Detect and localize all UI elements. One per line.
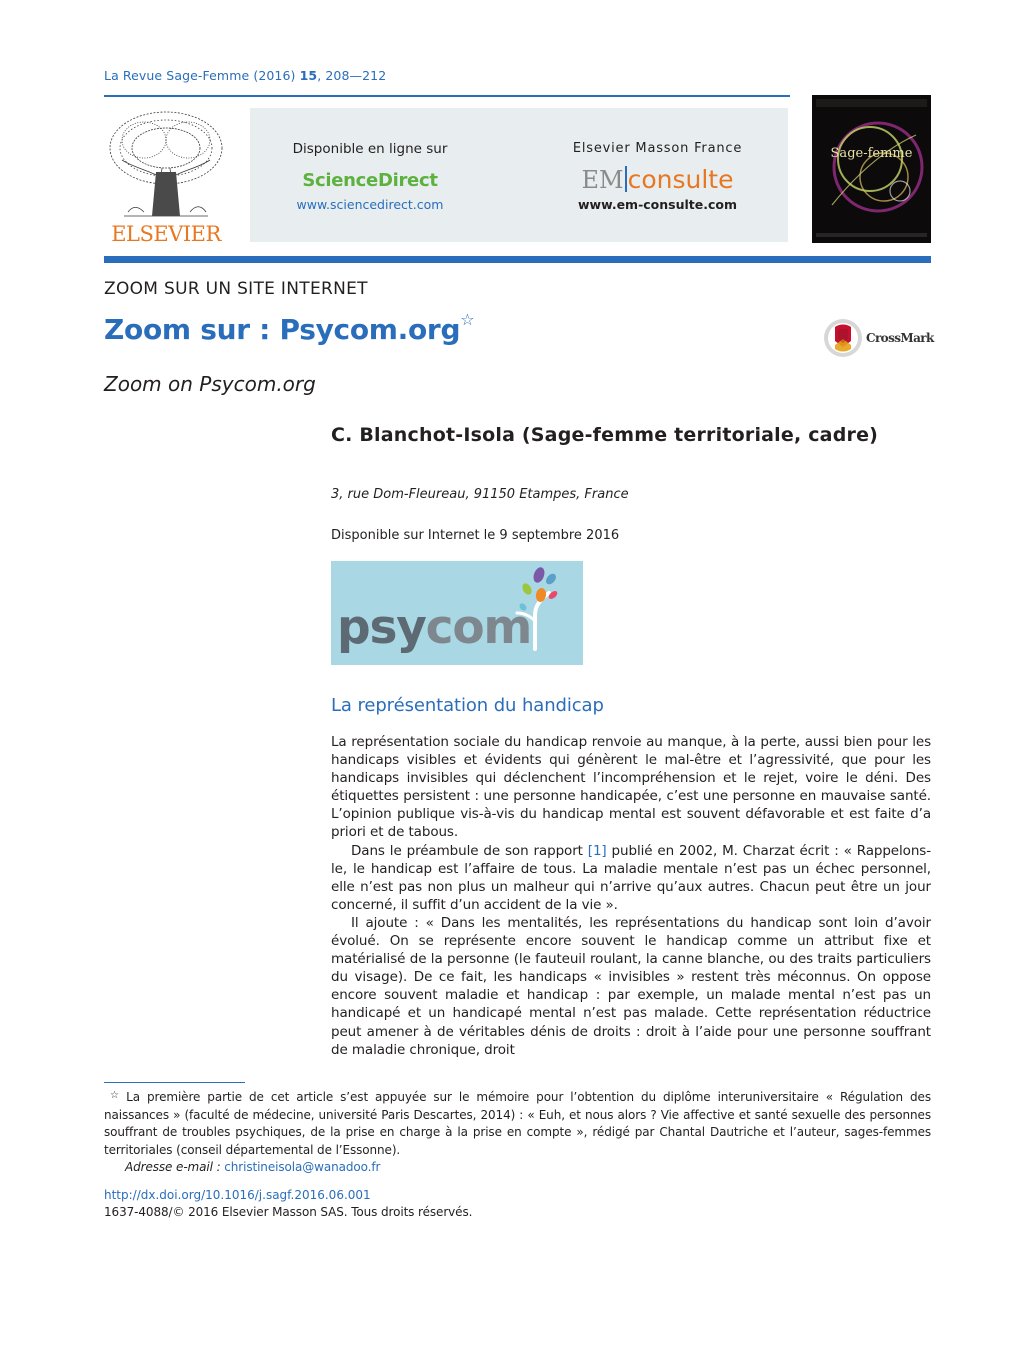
header-top-rule	[104, 95, 790, 97]
author-name: C. Blanchot-Isola (Sage-femme territoriale, cadre)	[331, 424, 879, 446]
header-bottom-rule	[104, 256, 931, 263]
email-label: Adresse e-mail :	[125, 1160, 221, 1174]
journal-name: La Revue Sage-Femme (2016)	[104, 68, 296, 83]
footnote-paragraph	[104, 1087, 931, 1159]
emconsulte-logo[interactable]	[540, 165, 775, 194]
article-subtitle: Zoom on Psycom.org	[104, 372, 316, 396]
journal-pages: , 208—212	[317, 68, 387, 83]
section-heading: La représentation du handicap	[331, 695, 604, 716]
sciencedirect-link[interactable]: www.sciencedirect.com	[296, 197, 444, 212]
em-publisher-name: Elsevier Masson France	[572, 141, 743, 156]
reference-link-1[interactable]: [1]	[587, 842, 607, 859]
journal-cover-image	[812, 95, 931, 243]
online-date: Disponible sur Internet le 9 septembre 2016	[331, 528, 620, 543]
paragraph-2-after-ref: publié en 2002, M. Charzat écrit : « Rappelons-le, le handicap est l’affaire de tous. La maladie mentale n’est pas un échec personnel, elle n’est pas non plus un malheur qui n’arrive qu’aux autres. Chacun peut être un jour concerné, il suffit d’un accident de la vie ».	[331, 842, 931, 913]
title-footnote-marker[interactable]: ☆	[460, 310, 475, 329]
paragraph-2	[331, 842, 931, 914]
emconsulte-logo-divider	[625, 166, 627, 192]
emconsulte-link[interactable]: www.em-consulte.com	[577, 197, 738, 212]
journal-citation	[104, 68, 386, 83]
sciencedirect-available-label: Disponible en ligne sur	[292, 141, 448, 157]
article-title	[104, 310, 474, 346]
footnote-text: La première partie de cet article s’est appuyée sur le mémoire pour l’obtention du diplôme interuniversitaire « Régulation des naissances » (faculté de médecine, université Paris Descartes, 2014) : « Euh, et nous alors ? Vie affective et santé sexuelle des personnes souffrant de troubles psychiques, de la prise en charge à la prise en compte », rédigé par Chantal Dautriche et l’auteur, sages-femmes territoriales (conseil départemental de l’Essonne).	[104, 1090, 931, 1157]
doi-link[interactable]: http://dx.doi.org/10.1016/j.sagf.2016.06.001	[104, 1188, 371, 1202]
psycom-wordmark-psy: psy	[337, 600, 426, 655]
footnote	[104, 1087, 931, 1177]
section-label: ZOOM SUR UN SITE INTERNET	[104, 279, 368, 299]
author-affiliation: 3, rue Dom-Fleureau, 91150 Etampes, France	[331, 487, 629, 502]
emconsulte-logo-em: EM	[581, 166, 624, 194]
emconsulte-logo-consulte: consulte	[627, 165, 734, 194]
paragraph-3: Il ajoute : « Dans les mentalités, les représentations du handicap sont loin d’avoir évolué. On se représente encore souvent le handicap comme un attribut fixe et matérialisé de la personne (le fauteuil roulant, la canne blanche, ou des traits particuliers du visage). De ce fait, les handicaps « invisibles » restent très méconnus. On oppose encore souvent maladie et handicap : par exemple, un malade mental n’est pas un handicapé et un handicapé mental n’est pas malade. Cette représentation réductrice peut amener à de véritables dénis de droits : droit à l’aide pour une personne souffrant de maladie chronique, droit	[331, 914, 931, 1058]
footnote-marker: ☆	[110, 1090, 123, 1101]
journal-cover-title: Sage-femme	[830, 146, 913, 161]
email-line	[104, 1159, 931, 1177]
copyright-notice: 1637-4088/© 2016 Elsevier Masson SAS. Tous droits réservés.	[104, 1205, 473, 1219]
elsevier-wordmark: ELSEVIER	[111, 222, 221, 246]
author-email-link[interactable]: christineisola@wanadoo.fr	[224, 1160, 381, 1174]
paragraph-1: La représentation sociale du handicap renvoie au manque, à la perte, aussi bien pour les handicaps visibles et évidents qui génèrent le mal-être et l’agressivité, que pour les handicaps invisibles qui déclenchent l’incompréhension et le rejet, voire le déni. Des étiquettes persistent : une personne handicapée, c’est une personne en mauvaise santé. L’opinion publique vis-à-vis du handicap mental est souvent défavorable et est faite d’a priori et de tabous.	[331, 734, 931, 841]
body-text	[331, 733, 931, 1059]
paragraph-2-before-ref: Dans le préambule de son rapport	[351, 842, 588, 859]
journal-volume: 15	[299, 68, 318, 83]
footnote-rule	[104, 1082, 245, 1083]
article-title-text: Zoom sur : Psycom.org	[104, 313, 461, 346]
sciencedirect-logo[interactable]: ScienceDirect	[302, 170, 438, 191]
psycom-wordmark-com: com	[425, 600, 532, 655]
crossmark-label: CrossMark	[866, 331, 934, 345]
psycom-wordmark	[337, 600, 531, 655]
